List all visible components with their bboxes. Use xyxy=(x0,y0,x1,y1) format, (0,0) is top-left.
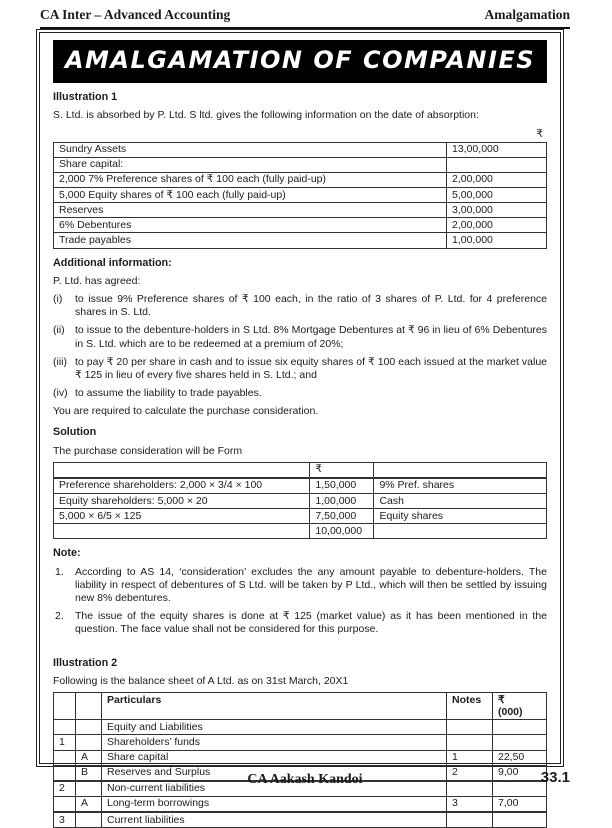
table-row xyxy=(54,735,547,750)
sub-serial-cell xyxy=(76,735,102,750)
note-item xyxy=(53,566,547,605)
assets-table xyxy=(53,142,547,249)
table-row xyxy=(54,218,547,233)
amount-cell: 3,00,000 xyxy=(447,203,547,218)
table-row xyxy=(54,142,547,157)
table-cell: 9% Pref. shares xyxy=(374,478,547,494)
table-row xyxy=(54,796,547,812)
amount-cell: 7,00 xyxy=(493,796,547,812)
notes-cell xyxy=(447,812,493,828)
table-cell xyxy=(76,693,102,720)
list-marker: (iv) xyxy=(53,386,68,399)
table-cell: Sundry Assets xyxy=(54,142,447,157)
list-item xyxy=(53,356,547,382)
table-cell: 5,000 Equity shares of ₹ 100 each (fully paid-up) xyxy=(54,188,447,203)
table-row xyxy=(54,203,547,218)
list-marker: (iii) xyxy=(53,355,67,368)
running-footer xyxy=(40,771,570,789)
notes-cell: 2 xyxy=(447,765,493,781)
table-cell xyxy=(374,524,547,539)
particulars-cell: Non-current liabilities xyxy=(102,781,447,797)
amount-cell: 5,00,000 xyxy=(447,188,547,203)
illustration-2-intro: Following is the balance sheet of A Ltd. as on 31st March, 20X1 xyxy=(53,675,349,688)
amount-cell xyxy=(493,735,547,750)
sub-serial-cell xyxy=(76,720,102,735)
note-number: 1. xyxy=(55,565,64,578)
amount-cell: 1,00,000 xyxy=(447,233,547,248)
amount-cell xyxy=(493,812,547,828)
table-cell: Share capital: xyxy=(54,157,447,172)
note-text: The issue of the equity shares is done at ₹ 125 (market value) as it has been mentioned in the question. The face value shall not be considered for this purpose. xyxy=(75,610,547,636)
amount-cell: 1,00,000 xyxy=(310,494,374,509)
currency-header-cell: ₹ xyxy=(310,462,374,478)
currency-symbol: ₹ xyxy=(498,693,505,706)
table-cell xyxy=(54,524,310,539)
table-row xyxy=(54,812,547,828)
sub-serial-cell: B xyxy=(76,765,102,781)
running-header xyxy=(40,7,570,29)
list-marker: (i) xyxy=(53,293,63,306)
particulars-cell: Current liabilities xyxy=(102,812,447,828)
table-cell xyxy=(54,462,310,478)
serial-cell: 1 xyxy=(54,735,76,750)
list-item xyxy=(53,293,547,319)
serial-cell xyxy=(54,750,76,765)
chapter-title-banner: AMALGAMATION OF COMPANIES xyxy=(53,40,547,83)
table-header-row xyxy=(54,693,547,720)
currency-label: ₹ xyxy=(536,127,543,140)
agreed-line: P. Ltd. has agreed: xyxy=(53,275,141,288)
note-item xyxy=(53,610,547,636)
table-cell: 5,000 × 6/5 × 125 xyxy=(54,509,310,524)
page-number: 33.1 xyxy=(540,769,570,787)
table-row xyxy=(54,720,547,735)
list-item-text: to issue to the debenture-holders in S Ltd. 8% Mortgage Debentures at ₹ 96 in lieu of 6% Debentures in S. Ltd. which are to be redeemed at a premium of 20%; xyxy=(75,324,547,350)
note-heading: Note: xyxy=(53,547,81,560)
table-cell: 2,000 7% Preference shares of ₹ 100 each (fully paid-up) xyxy=(54,172,447,187)
notes-cell xyxy=(447,720,493,735)
sub-serial-cell: A xyxy=(76,750,102,765)
amount-cell: 22,50 xyxy=(493,750,547,765)
table-row xyxy=(54,188,547,203)
table-row xyxy=(54,494,547,509)
table-cell: Reserves xyxy=(54,203,447,218)
table-row xyxy=(54,233,547,248)
notes-cell: 1 xyxy=(447,750,493,765)
table-row xyxy=(54,509,547,524)
amount-cell: 7,50,000 xyxy=(310,509,374,524)
solution-intro: The purchase consideration will be Form xyxy=(53,444,243,457)
table-row xyxy=(54,172,547,187)
serial-cell: 2 xyxy=(54,781,76,797)
list-item-text: to assume the liability to trade payables. xyxy=(75,386,262,399)
table-cell: Trade payables xyxy=(54,233,447,248)
list-item-text: to pay ₹ 20 per share in cash and to issue six equity shares of ₹ 100 each issued at the market value ₹ 125 in lieu of every five shares held in S. Ltd.; and xyxy=(75,355,547,381)
table-row xyxy=(54,478,547,494)
table-cell: Equity shares xyxy=(374,509,547,524)
serial-cell: 3 xyxy=(54,812,76,828)
table-header-row xyxy=(54,462,547,478)
amount-cell: 1,50,000 xyxy=(310,478,374,494)
balance-sheet-table xyxy=(53,692,547,828)
illustration-1-intro: S. Ltd. is absorbed by P. Ltd. S ltd. gives the following information on the date of absorption: xyxy=(53,109,479,122)
illustration-2-heading: Illustration 2 xyxy=(53,656,118,669)
list-marker: (ii) xyxy=(53,324,65,337)
purchase-consideration-table xyxy=(53,462,547,540)
serial-cell xyxy=(54,720,76,735)
serial-cell xyxy=(54,796,76,812)
table-cell: Equity shareholders: 5,000 × 20 xyxy=(54,494,310,509)
notes-cell xyxy=(447,735,493,750)
table-row xyxy=(54,750,547,765)
particulars-cell: Reserves and Surplus xyxy=(102,765,447,781)
table-cell: Cash xyxy=(374,494,547,509)
header-course-title: CA Inter – Advanced Accounting xyxy=(40,7,231,22)
requirement-line: You are required to calculate the purchase consideration. xyxy=(53,405,319,418)
table-row xyxy=(54,524,547,539)
notes-cell: 3 xyxy=(447,796,493,812)
sub-serial-cell: A xyxy=(76,796,102,812)
footer-author: CA Aakash Kandoi xyxy=(247,771,363,787)
table-cell xyxy=(374,462,547,478)
header-chapter-title: Amalgamation xyxy=(484,7,570,22)
amount-cell: 2,00,000 xyxy=(447,172,547,187)
amount-cell xyxy=(493,720,547,735)
sub-serial-cell xyxy=(76,812,102,828)
amount-header-cell xyxy=(493,693,547,720)
table-row xyxy=(54,157,547,172)
table-cell xyxy=(54,693,76,720)
table-cell: 6% Debentures xyxy=(54,218,447,233)
list-item xyxy=(53,387,547,400)
solution-heading: Solution xyxy=(53,426,97,439)
list-item-text: to issue 9% Preference shares of ₹ 100 each, in the ratio of 3 shares of P. Ltd. for 4 preference shares in S. Ltd. xyxy=(75,293,547,319)
amount-cell xyxy=(447,157,547,172)
amount-cell: 10,00,000 xyxy=(310,524,374,539)
thousands-label: (000) xyxy=(498,706,523,719)
list-item xyxy=(53,324,547,350)
notes-header-cell: Notes xyxy=(447,693,493,720)
additional-info-heading: Additional information: xyxy=(53,256,172,269)
note-text: According to AS 14, ‘consideration’ excludes the any amount payable to debenture-holders. The liability in respect of debentures of S Ltd. will be taken by P Ltd., which will then be settled by issuing new 8% debentures. xyxy=(75,565,547,605)
particulars-cell: Long-term borrowings xyxy=(102,796,447,812)
table-cell: Preference shareholders: 2,000 × 3/4 × 100 xyxy=(54,478,310,494)
particulars-header-cell: Particulars xyxy=(102,693,447,720)
amount-cell: 13,00,000 xyxy=(447,142,547,157)
particulars-cell: Shareholders’ funds xyxy=(102,735,447,750)
illustration-1-heading: Illustration 1 xyxy=(53,91,118,103)
amount-cell: 9,00 xyxy=(493,765,547,781)
particulars-cell: Share capital xyxy=(102,750,447,765)
particulars-cell: Equity and Liabilities xyxy=(102,720,447,735)
amount-cell: 2,00,000 xyxy=(447,218,547,233)
note-number: 2. xyxy=(55,610,64,623)
